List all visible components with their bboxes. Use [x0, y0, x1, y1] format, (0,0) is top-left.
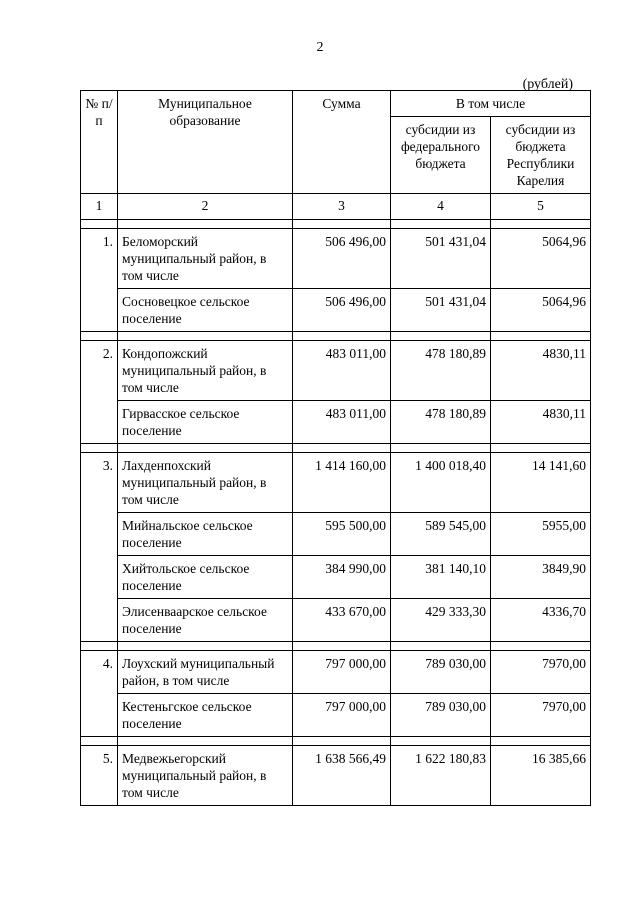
municipality-name: Элисенваарское сельское поселение [118, 599, 293, 642]
republic-value: 4830,11 [491, 401, 591, 444]
municipality-name: Медвежьегорский муниципальный район, в том числе [118, 746, 293, 806]
federal-value: 1 622 180,83 [391, 746, 491, 806]
sum-value: 483 011,00 [293, 341, 391, 401]
separator-cell [81, 332, 118, 341]
table-row [81, 599, 591, 642]
republic-value: 3849,90 [491, 556, 591, 599]
header-municipality: Муниципальное образование [118, 91, 293, 194]
separator-cell [293, 332, 391, 341]
separator-cell [391, 332, 491, 341]
row-index: 2. [81, 341, 118, 444]
table-row [81, 401, 591, 444]
separator-cell [391, 220, 491, 229]
column-number: 2 [118, 194, 293, 220]
page-number: 2 [316, 40, 324, 55]
municipality-name: Лоухский муниципальный район, в том числе [118, 651, 293, 694]
table-row [81, 513, 591, 556]
sum-value: 483 011,00 [293, 401, 391, 444]
republic-value: 5064,96 [491, 289, 591, 332]
separator-cell [118, 332, 293, 341]
federal-value: 381 140,10 [391, 556, 491, 599]
federal-value: 429 333,30 [391, 599, 491, 642]
sum-value: 595 500,00 [293, 513, 391, 556]
separator-cell [491, 220, 591, 229]
municipality-name: Мийнальское сельское поселение [118, 513, 293, 556]
sum-value: 506 496,00 [293, 289, 391, 332]
republic-value: 4336,70 [491, 599, 591, 642]
table-body [81, 220, 591, 806]
republic-value: 5955,00 [491, 513, 591, 556]
header-republic: субсидии из бюджета Республики Карелия [491, 117, 591, 194]
federal-value: 501 431,04 [391, 289, 491, 332]
municipality-name: Лахденпохский муниципальный район, в том числе [118, 453, 293, 513]
federal-value: 478 180,89 [391, 401, 491, 444]
unit-note: (рублей) [522, 77, 573, 92]
federal-value: 1 400 018,40 [391, 453, 491, 513]
federal-value: 789 030,00 [391, 694, 491, 737]
row-index: 4. [81, 651, 118, 737]
separator-cell [293, 220, 391, 229]
separator-cell [491, 737, 591, 746]
republic-value: 7970,00 [491, 694, 591, 737]
separator-cell [491, 332, 591, 341]
separator-cell [81, 642, 118, 651]
republic-value: 16 385,66 [491, 746, 591, 806]
subsidy-table [80, 90, 591, 806]
republic-value: 14 141,60 [491, 453, 591, 513]
table-row [81, 341, 591, 401]
group-separator [81, 642, 591, 651]
municipality-name: Беломорский муниципальный район, в том числе [118, 229, 293, 289]
table-row [81, 453, 591, 513]
header-federal: субсидии из федерального бюджета [391, 117, 491, 194]
table-row [81, 289, 591, 332]
sum-value: 384 990,00 [293, 556, 391, 599]
federal-value: 789 030,00 [391, 651, 491, 694]
federal-value: 501 431,04 [391, 229, 491, 289]
table-row [81, 229, 591, 289]
column-numbers-row [81, 194, 591, 220]
federal-value: 478 180,89 [391, 341, 491, 401]
separator-cell [293, 444, 391, 453]
republic-value: 7970,00 [491, 651, 591, 694]
separator-cell [293, 642, 391, 651]
table-row [81, 556, 591, 599]
separator-cell [118, 642, 293, 651]
separator-cell [391, 444, 491, 453]
sum-value: 1 414 160,00 [293, 453, 391, 513]
separator-cell [293, 737, 391, 746]
municipality-name: Кондопожский муниципальный район, в том числе [118, 341, 293, 401]
municipality-name: Гирвасское сельское поселение [118, 401, 293, 444]
column-number: 5 [491, 194, 591, 220]
separator-cell [391, 642, 491, 651]
column-number: 1 [81, 194, 118, 220]
municipality-name: Сосновецкое сельское поселение [118, 289, 293, 332]
separator-cell [81, 444, 118, 453]
group-separator [81, 444, 591, 453]
table-row [81, 651, 591, 694]
group-separator [81, 220, 591, 229]
column-number: 4 [391, 194, 491, 220]
row-index: 1. [81, 229, 118, 332]
separator-cell [391, 737, 491, 746]
header-num: № п/п [81, 91, 118, 194]
separator-cell [118, 220, 293, 229]
separator-cell [491, 642, 591, 651]
group-separator [81, 332, 591, 341]
separator-cell [118, 444, 293, 453]
separator-cell [81, 737, 118, 746]
municipality-name: Хийтольское сельское поселение [118, 556, 293, 599]
separator-cell [81, 220, 118, 229]
header-including: В том числе [391, 91, 591, 117]
sum-value: 506 496,00 [293, 229, 391, 289]
group-separator [81, 737, 591, 746]
separator-cell [491, 444, 591, 453]
municipality-name: Кестеньгское сельское поселение [118, 694, 293, 737]
separator-cell [118, 737, 293, 746]
row-index: 3. [81, 453, 118, 642]
table-row [81, 694, 591, 737]
sum-value: 433 670,00 [293, 599, 391, 642]
column-number: 3 [293, 194, 391, 220]
table-row [81, 746, 591, 806]
republic-value: 4830,11 [491, 341, 591, 401]
sum-value: 1 638 566,49 [293, 746, 391, 806]
sum-value: 797 000,00 [293, 651, 391, 694]
header-sum: Сумма [293, 91, 391, 194]
sum-value: 797 000,00 [293, 694, 391, 737]
federal-value: 589 545,00 [391, 513, 491, 556]
row-index: 5. [81, 746, 118, 806]
republic-value: 5064,96 [491, 229, 591, 289]
